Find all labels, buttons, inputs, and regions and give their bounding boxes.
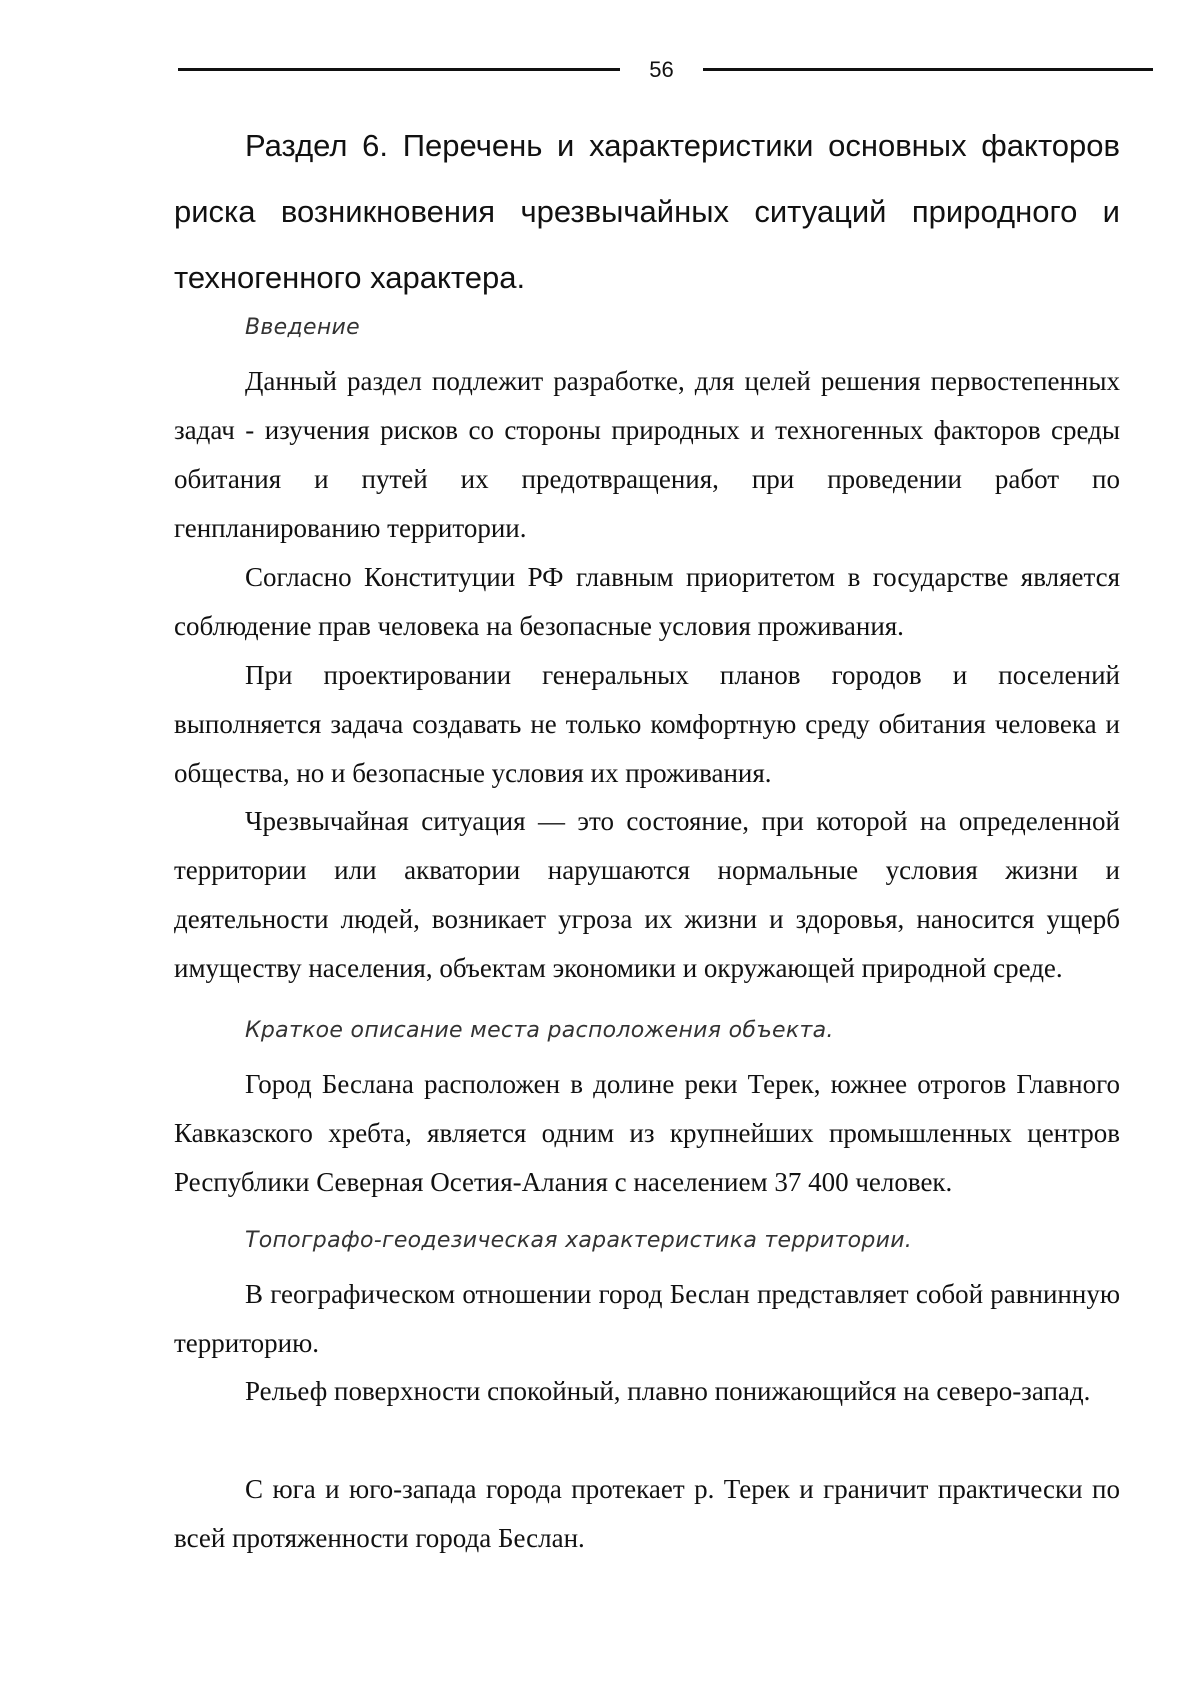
intro-paragraph-1: Данный раздел подлежит разработке, для целей решения первостепенных задач - изучения рисков со стороны природных и техногенных факторов среды обитания и путей их предотвращения, при проведении работ по генпланированию территории. bbox=[174, 366, 1120, 543]
topography-paragraph-2: Рельеф поверхности спокойный, плавно понижающийся на северо-запад. bbox=[245, 1376, 1091, 1406]
introduction-heading: Введение bbox=[245, 315, 360, 340]
topography-paragraph-3: С юга и юго-запада города протекает р. Терек и граничит практически по всей протяженности города Беслан. bbox=[174, 1474, 1120, 1553]
intro-paragraph-3: При проектировании генеральных планов городов и поселений выполняется задача создавать не только комфортную среду обитания человека и общества, но и безопасные условия их проживания. bbox=[174, 660, 1120, 788]
location-paragraph-1: Город Беслана расположен в долине реки Терек, южнее отрогов Главного Кавказского хребта, является одним из крупнейших промышленных центров Республики Северная Осетия-Алания с населением 37 400 человек. bbox=[174, 1069, 1120, 1197]
header-rule-left bbox=[178, 68, 620, 71]
topography-paragraph-1: В географическом отношении город Беслан представляет собой равнинную территорию. bbox=[174, 1279, 1120, 1358]
intro-paragraph-4: Чрезвычайная ситуация — это состояние, при которой на определенной территории или акватории нарушаются нормальные условия жизни и деятельности людей, возникает угроза их жизни и здоровья, наносится ущерб имуществу населения, объектам экономики и окружающей природной среде. bbox=[174, 806, 1120, 983]
topography-heading: Топографо-геодезическая характеристика территории. bbox=[245, 1228, 913, 1253]
intro-paragraph-2: Согласно Конституции РФ главным приоритетом в государстве является соблюдение прав человека на безопасные условия проживания. bbox=[174, 562, 1120, 641]
page-number: 56 bbox=[649, 57, 674, 82]
header-rule-right bbox=[703, 68, 1153, 71]
section-title: Раздел 6. Перечень и характеристики основных факторов риска возникновения чрезвычайных ситуаций природного и техногенного характера. bbox=[174, 128, 1120, 295]
location-heading: Краткое описание места расположения объекта. bbox=[245, 1018, 834, 1043]
